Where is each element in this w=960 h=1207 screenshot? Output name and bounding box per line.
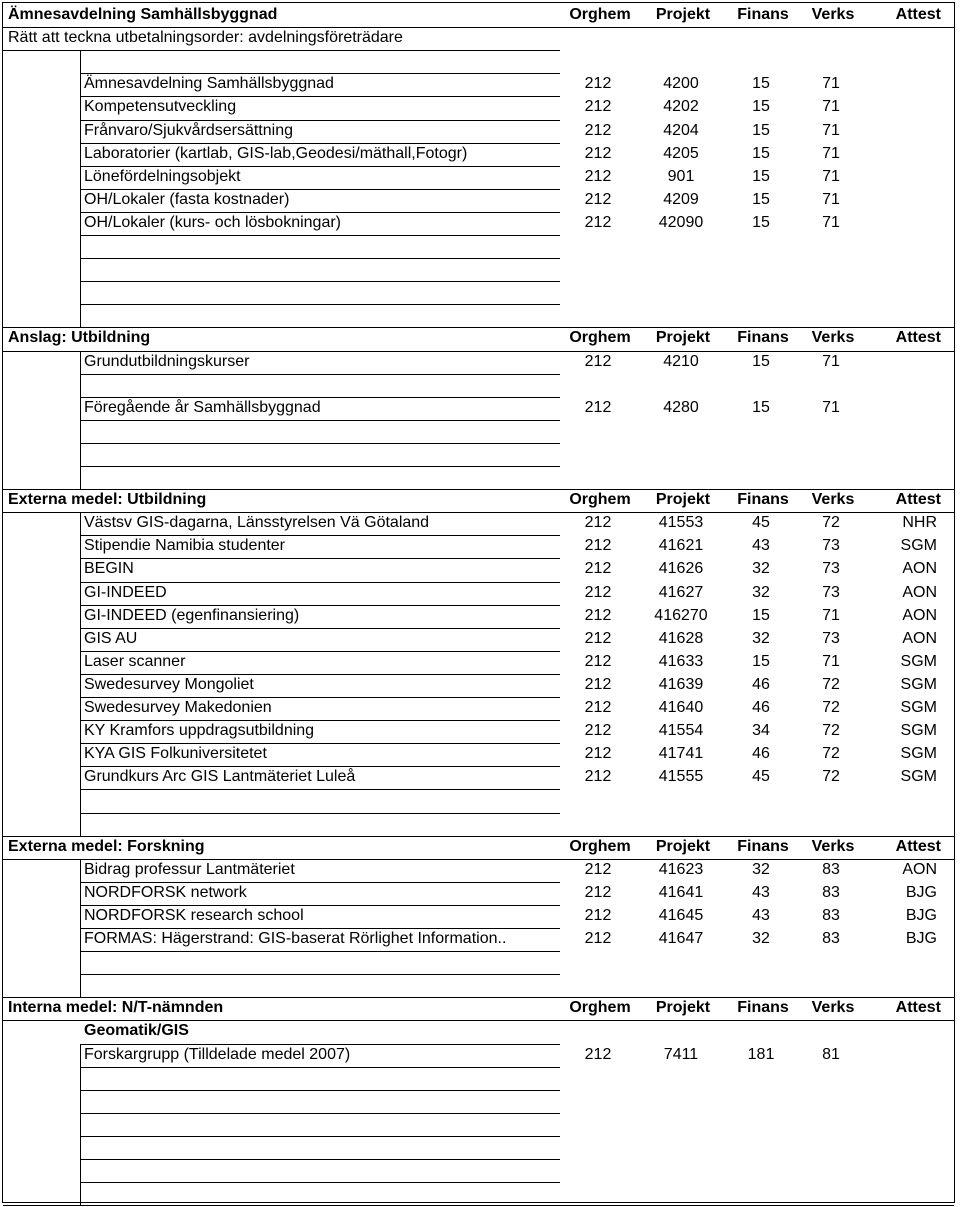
- cell-orghem: 212: [584, 98, 612, 116]
- row-divider: [80, 1136, 560, 1137]
- cell-projekt: 7411: [663, 1045, 699, 1063]
- row-divider: [80, 1067, 560, 1068]
- cell-finans: 43: [752, 537, 770, 555]
- row-name: Laboratorier (kartlab, GIS-lab,Geodesi/mäthall,Fotogr): [84, 144, 468, 162]
- column-header-attest: Attest: [895, 6, 941, 23]
- row-divider: [80, 1090, 560, 1091]
- row-divider: [80, 258, 560, 259]
- row-name: Stipendie Namibia studenter: [84, 537, 286, 555]
- cell-projekt: 4205: [663, 144, 699, 162]
- cell-projekt: 41628: [658, 629, 704, 647]
- column-header-orghem: Orghem: [569, 6, 631, 23]
- cell-projekt: 4210: [663, 352, 699, 370]
- cell-attest: AON: [902, 560, 937, 578]
- cell-verks: 72: [822, 768, 840, 786]
- row-name: GI-INDEED: [84, 583, 167, 601]
- cell-projekt: 4200: [663, 75, 699, 93]
- cell-attest: BJG: [905, 883, 937, 901]
- row-divider: [80, 443, 560, 444]
- column-header-projekt: Projekt: [655, 999, 711, 1017]
- cell-orghem: 212: [584, 883, 612, 901]
- cell-projekt: 41627: [658, 583, 704, 601]
- cell-finans: 32: [752, 860, 770, 878]
- cell-finans: 15: [752, 98, 770, 116]
- cell-projekt: 41639: [658, 675, 704, 693]
- cell-projekt: 41640: [658, 699, 704, 716]
- cell-finans: 32: [752, 930, 770, 947]
- cell-verks: 71: [822, 606, 840, 624]
- cell-orghem: 212: [584, 352, 612, 370]
- cell-orghem: 212: [584, 514, 612, 532]
- cell-orghem: 212: [584, 768, 612, 786]
- column-header-finans: Finans: [737, 491, 789, 509]
- column-divider: [80, 50, 81, 327]
- cell-attest: BJG: [905, 930, 937, 947]
- cell-attest: SGM: [900, 652, 937, 670]
- section-divider: [3, 1205, 954, 1206]
- row-divider: [80, 813, 560, 814]
- cell-finans: 15: [752, 352, 770, 370]
- column-header-projekt: Projekt: [655, 6, 711, 23]
- cell-finans: 45: [752, 514, 770, 532]
- row-name: KYA GIS Folkuniversitetet: [84, 745, 267, 763]
- column-divider: [80, 859, 81, 998]
- cell-verks: 72: [822, 699, 840, 716]
- cell-projekt: 4280: [663, 398, 699, 416]
- cell-orghem: 212: [584, 606, 612, 624]
- row-name: Ämnesavdelning Samhällsbyggnad: [84, 75, 334, 93]
- row-divider: [3, 50, 560, 51]
- row-name: NORDFORSK network: [84, 883, 247, 901]
- row-divider: [80, 374, 560, 375]
- column-header-projekt: Projekt: [655, 329, 711, 347]
- cell-finans: 15: [752, 75, 770, 93]
- cell-verks: 71: [822, 98, 840, 116]
- cell-finans: 32: [752, 629, 770, 647]
- cell-verks: 71: [822, 144, 840, 162]
- cell-verks: 83: [822, 906, 840, 924]
- cell-attest: SGM: [900, 722, 937, 740]
- cell-verks: 73: [822, 629, 840, 647]
- row-divider: [80, 951, 560, 952]
- cell-finans: 181: [747, 1045, 775, 1063]
- column-header-orghem: Orghem: [569, 491, 631, 509]
- column-header-verks: Verks: [811, 491, 855, 509]
- row-name: FORMAS: Hägerstrand: GIS-baserat Rörlighet Information..: [84, 930, 507, 947]
- row-name: BEGIN: [84, 560, 134, 578]
- section-title: Externa medel: Forskning: [8, 837, 205, 855]
- cell-finans: 15: [752, 144, 770, 162]
- column-header-attest: Attest: [895, 837, 941, 855]
- cell-verks: 71: [822, 75, 840, 93]
- column-header-finans: Finans: [737, 6, 789, 23]
- section-title: Anslag: Utbildning: [8, 329, 151, 347]
- cell-orghem: 212: [584, 167, 612, 185]
- cell-finans: 15: [752, 190, 770, 208]
- cell-verks: 71: [822, 652, 840, 670]
- cell-orghem: 212: [584, 652, 612, 670]
- cell-orghem: 212: [584, 722, 612, 740]
- cell-projekt: 4202: [663, 98, 699, 116]
- cell-finans: 43: [752, 906, 770, 924]
- cell-orghem: 212: [584, 75, 612, 93]
- row-divider: [80, 466, 560, 467]
- column-header-orghem: Orghem: [569, 999, 631, 1017]
- row-divider: [80, 1182, 560, 1183]
- cell-orghem: 212: [584, 745, 612, 763]
- cell-orghem: 212: [584, 190, 612, 208]
- row-name: Grundkurs Arc GIS Lantmäteriet Luleå: [84, 768, 356, 786]
- section-title: Ämnesavdelning Samhällsbyggnad: [8, 6, 278, 23]
- cell-attest: SGM: [900, 675, 937, 693]
- cell-finans: 32: [752, 583, 770, 601]
- row-name: KY Kramfors uppdragsutbildning: [84, 722, 315, 740]
- row-divider: [80, 304, 560, 305]
- cell-projekt: 41553: [658, 514, 704, 532]
- cell-attest: NHR: [902, 514, 937, 532]
- cell-attest: AON: [902, 629, 937, 647]
- cell-orghem: 212: [584, 629, 612, 647]
- column-header-verks: Verks: [811, 999, 855, 1017]
- cell-verks: 72: [822, 675, 840, 693]
- cell-projekt: 41623: [658, 860, 704, 878]
- row-name: Föregående år Samhällsbyggnad: [84, 398, 321, 416]
- section-title: Interna medel: N/T-nämnden: [8, 999, 224, 1017]
- cell-orghem: 212: [584, 121, 612, 139]
- column-header-finans: Finans: [737, 999, 789, 1017]
- cell-attest: SGM: [900, 537, 937, 555]
- section-subtitle: Rätt att teckna utbetalningsorder: avdelningsföreträdare: [8, 29, 403, 47]
- cell-verks: 73: [822, 583, 840, 601]
- row-name: Västsv GIS-dagarna, Länsstyrelsen Vä Götaland: [84, 514, 430, 532]
- cell-verks: 71: [822, 352, 840, 370]
- cell-finans: 15: [752, 398, 770, 416]
- cell-finans: 46: [752, 675, 770, 693]
- row-name: Swedesurvey Makedonien: [84, 699, 272, 716]
- cell-verks: 81: [822, 1045, 840, 1063]
- row-name: Kompetensutveckling: [84, 98, 237, 116]
- row-divider: [80, 1159, 560, 1160]
- row-divider: [80, 281, 560, 282]
- cell-finans: 32: [752, 560, 770, 578]
- cell-verks: 72: [822, 514, 840, 532]
- cell-attest: SGM: [900, 699, 937, 716]
- cell-attest: SGM: [900, 768, 937, 786]
- cell-attest: AON: [902, 606, 937, 624]
- row-name: GI-INDEED (egenfinansiering): [84, 606, 300, 624]
- cell-projekt: 4204: [663, 121, 699, 139]
- column-header-attest: Attest: [895, 999, 941, 1017]
- cell-orghem: 212: [584, 860, 612, 878]
- cell-orghem: 212: [584, 930, 612, 947]
- cell-finans: 15: [752, 606, 770, 624]
- row-name: Grundutbildningskurser: [84, 352, 250, 370]
- row-divider: [80, 789, 560, 790]
- cell-projekt: 41633: [658, 652, 704, 670]
- cell-projekt: 901: [667, 167, 695, 185]
- column-header-projekt: Projekt: [655, 837, 711, 855]
- cell-projekt: 41647: [658, 930, 704, 947]
- cell-verks: 71: [822, 213, 840, 231]
- cell-verks: 72: [822, 722, 840, 740]
- row-name: Forskargrupp (Tilldelade medel 2007): [84, 1045, 351, 1063]
- cell-orghem: 212: [584, 560, 612, 578]
- cell-projekt: 42090: [658, 213, 704, 231]
- cell-finans: 45: [752, 768, 770, 786]
- cell-verks: 73: [822, 537, 840, 555]
- cell-finans: 15: [752, 121, 770, 139]
- column-divider: [80, 512, 81, 835]
- cell-attest: AON: [902, 860, 937, 878]
- cell-projekt: 41741: [658, 745, 704, 763]
- cell-verks: 73: [822, 560, 840, 578]
- column-header-finans: Finans: [737, 329, 789, 347]
- column-header-orghem: Orghem: [569, 329, 631, 347]
- row-name: NORDFORSK research school: [84, 906, 304, 924]
- cell-finans: 46: [752, 699, 770, 716]
- cell-orghem: 212: [584, 213, 612, 231]
- cell-projekt: 41645: [658, 906, 704, 924]
- row-divider: [80, 974, 560, 975]
- cell-orghem: 212: [584, 583, 612, 601]
- cell-orghem: 212: [584, 1045, 612, 1063]
- cell-projekt: 41621: [658, 537, 704, 555]
- cell-orghem: 212: [584, 699, 612, 716]
- cell-finans: 15: [752, 213, 770, 231]
- cell-projekt: 41641: [658, 883, 704, 901]
- row-name: OH/Lokaler (kurs- och lösbokningar): [84, 213, 341, 231]
- cell-verks: 71: [822, 167, 840, 185]
- row-name: Lönefördelningsobjekt: [84, 167, 241, 185]
- column-header-verks: Verks: [811, 6, 855, 23]
- cell-verks: 83: [822, 860, 840, 878]
- column-header-verks: Verks: [811, 837, 855, 855]
- cell-attest: AON: [902, 583, 937, 601]
- column-header-verks: Verks: [811, 329, 855, 347]
- cell-orghem: 212: [584, 906, 612, 924]
- row-name: OH/Lokaler (fasta kostnader): [84, 190, 290, 208]
- column-header-attest: Attest: [895, 491, 941, 509]
- cell-finans: 43: [752, 883, 770, 901]
- column-header-orghem: Orghem: [569, 837, 631, 855]
- row-name: Frånvaro/Sjukvårdsersättning: [84, 121, 293, 139]
- cell-attest: BJG: [905, 906, 937, 924]
- cell-orghem: 212: [584, 144, 612, 162]
- cell-projekt: 416270: [654, 606, 708, 624]
- cell-projekt: 41626: [658, 560, 704, 578]
- cell-projekt: 41554: [658, 722, 704, 740]
- row-divider: [80, 1113, 560, 1114]
- row-name: GIS AU: [84, 629, 138, 647]
- section-title: Externa medel: Utbildning: [8, 491, 207, 509]
- cell-verks: 71: [822, 398, 840, 416]
- cell-orghem: 212: [584, 398, 612, 416]
- column-header-projekt: Projekt: [655, 491, 711, 509]
- cell-verks: 72: [822, 745, 840, 763]
- cell-verks: 71: [822, 121, 840, 139]
- column-divider: [80, 351, 81, 490]
- cell-verks: 83: [822, 930, 840, 947]
- column-header-attest: Attest: [895, 329, 941, 347]
- cell-verks: 83: [822, 883, 840, 901]
- row-divider: [80, 235, 560, 236]
- cell-orghem: 212: [584, 537, 612, 555]
- row-name: Bidrag professur Lantmäteriet: [84, 860, 295, 878]
- cell-finans: 34: [752, 722, 770, 740]
- cell-finans: 46: [752, 745, 770, 763]
- cell-projekt: 4209: [663, 190, 699, 208]
- column-header-finans: Finans: [737, 837, 789, 855]
- cell-finans: 15: [752, 652, 770, 670]
- section-subheading: Geomatik/GIS: [84, 1022, 189, 1040]
- row-name: Laser scanner: [84, 652, 186, 670]
- cell-projekt: 41555: [658, 768, 704, 786]
- row-divider: [80, 420, 560, 421]
- cell-verks: 71: [822, 190, 840, 208]
- cell-attest: SGM: [900, 745, 937, 763]
- row-name: Swedesurvey Mongoliet: [84, 675, 254, 693]
- cell-finans: 15: [752, 167, 770, 185]
- column-divider: [80, 1044, 81, 1206]
- cell-orghem: 212: [584, 675, 612, 693]
